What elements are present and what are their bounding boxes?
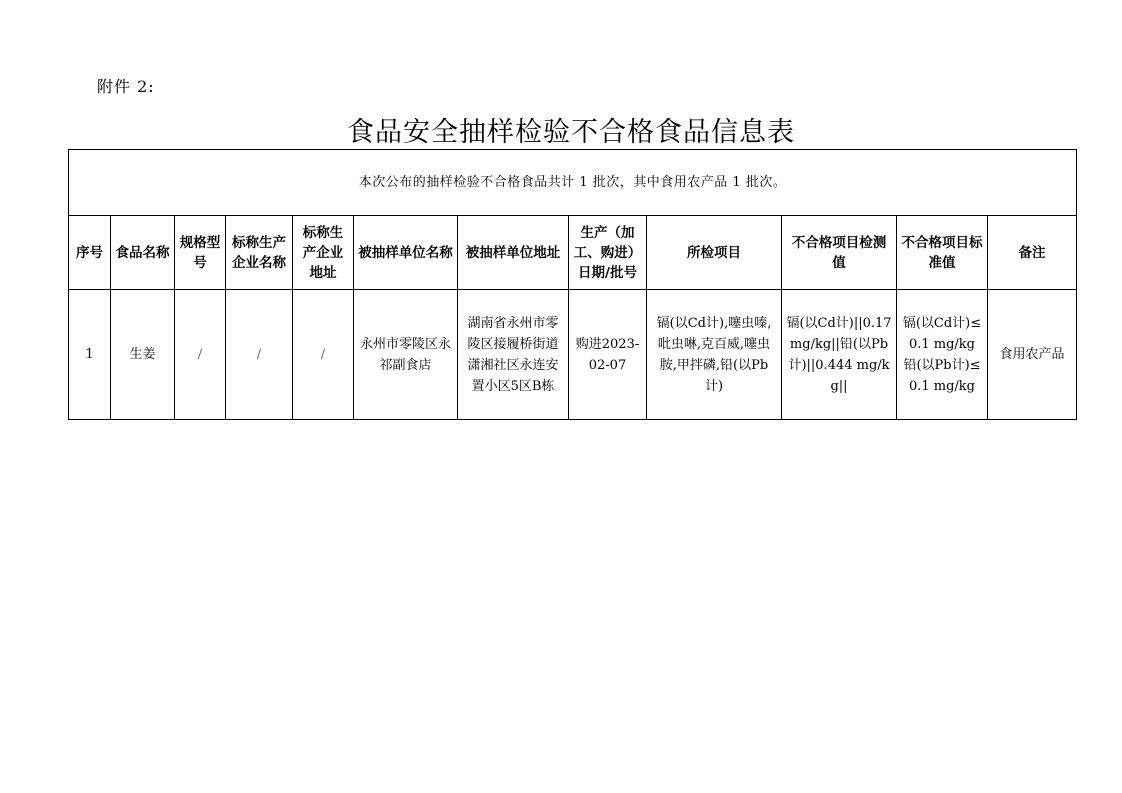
cell-seq: 1 <box>69 290 111 420</box>
cell-date-batch: 购进2023-02-07 <box>569 290 647 420</box>
cell-sampled-address: 湖南省永州市零陵区接履桥街道潇湘社区永连安置小区5区B栋 <box>458 290 569 420</box>
table-header-row <box>69 216 1077 290</box>
header-failed-values: 不合格项目检测值 <box>782 216 897 290</box>
header-failed-standard: 不合格项目标准值 <box>897 216 988 290</box>
header-food-name: 食品名称 <box>111 216 175 290</box>
header-sampled-unit: 被抽样单位名称 <box>354 216 458 290</box>
header-spec: 规格型号 <box>175 216 226 290</box>
header-producer-name: 标称生产企业名称 <box>226 216 293 290</box>
cell-food-name: 生姜 <box>111 290 175 420</box>
page-title: 食品安全抽样检验不合格食品信息表 <box>347 117 795 148</box>
table-row <box>69 290 1077 420</box>
header-items-tested: 所检项目 <box>647 216 782 290</box>
cell-failed-values: 镉(以Cd计)||0.17 mg/kg||铅(以Pb计)||0.444 mg/kg|| <box>782 290 897 420</box>
food-info-table <box>68 149 1077 420</box>
summary-text: 本次公布的抽样检验不合格食品共计 1 批次，其中食用农产品 1 批次。 <box>69 150 1077 216</box>
cell-remarks: 食用农产品 <box>988 290 1077 420</box>
attachment-label: 附件 2: <box>97 77 155 96</box>
cell-items-tested: 镉(以Cd计),噻虫嗪,吡虫啉,克百威,噻虫胺,甲拌磷,铅(以Pb计) <box>647 290 782 420</box>
header-producer-address: 标称生产企业地址 <box>293 216 354 290</box>
header-seq: 序号 <box>69 216 111 290</box>
header-remarks: 备注 <box>988 216 1077 290</box>
cell-sampled-unit: 永州市零陵区永祁副食店 <box>354 290 458 420</box>
header-sampled-address: 被抽样单位地址 <box>458 216 569 290</box>
cell-failed-standard: 镉(以Cd计)≤0.1 mg/kg 铅(以Pb计)≤0.1 mg/kg <box>897 290 988 420</box>
cell-producer-name: / <box>226 290 293 420</box>
cell-producer-address: / <box>293 290 354 420</box>
header-date-batch: 生产（加工、购进）日期/批号 <box>569 216 647 290</box>
cell-spec: / <box>175 290 226 420</box>
